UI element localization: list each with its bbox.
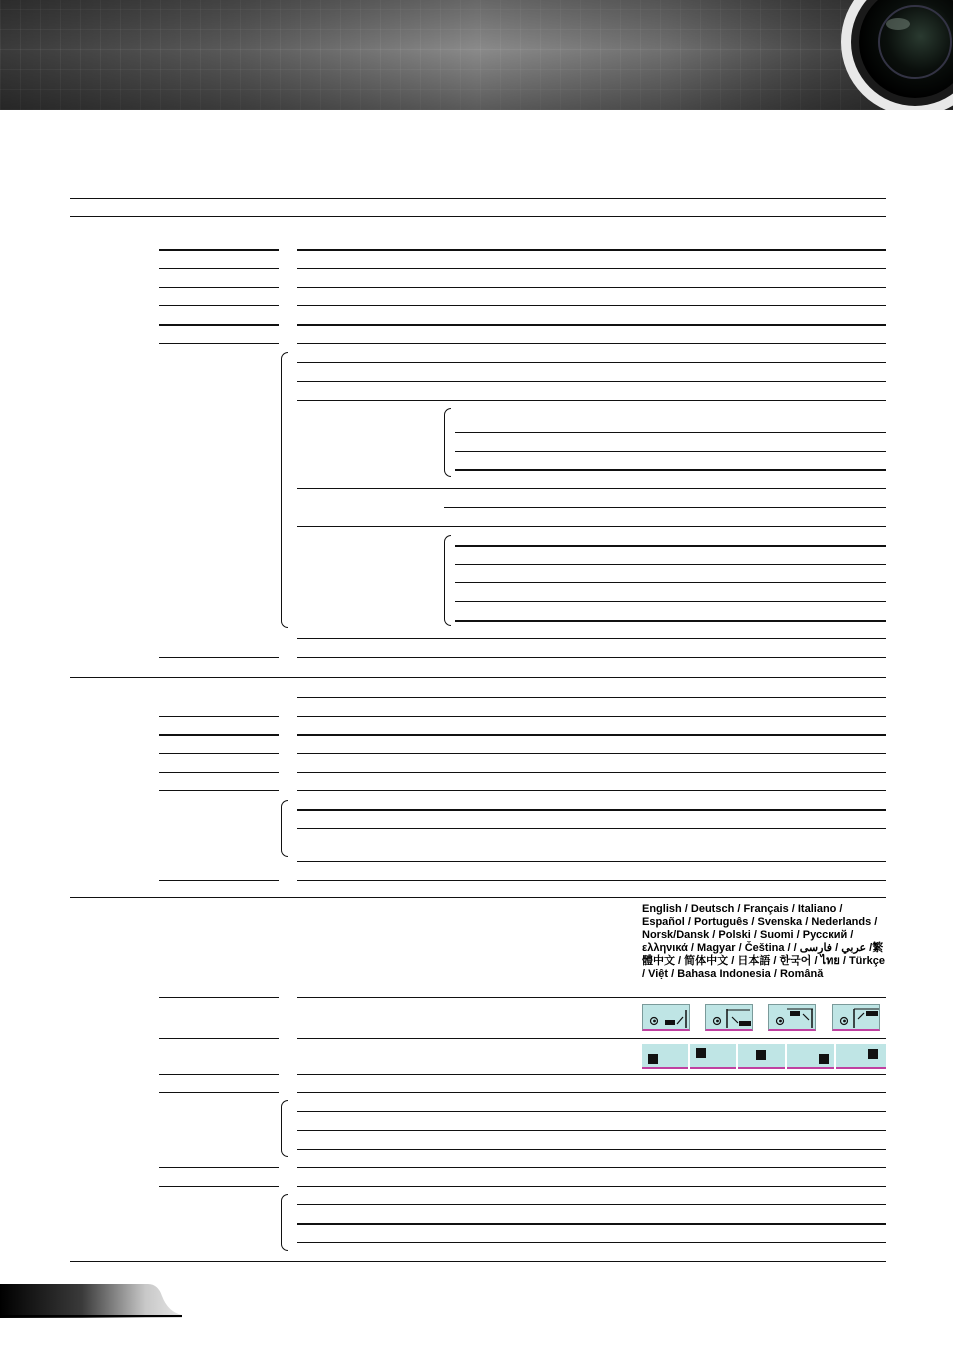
header-banner	[0, 0, 953, 110]
section-rule	[70, 897, 886, 898]
section-rule	[70, 677, 886, 678]
submenu-bracket	[444, 535, 451, 626]
setting-rule	[297, 1186, 886, 1187]
submenu-rule	[159, 287, 279, 288]
setting-rule	[297, 1074, 886, 1075]
setting-rule	[297, 343, 886, 344]
value-rule	[455, 582, 886, 583]
value-rule	[455, 601, 886, 602]
submenu-rule	[159, 997, 279, 998]
submenu-rule	[159, 753, 279, 754]
submenu-rule	[159, 790, 279, 791]
setting-rule	[297, 381, 886, 382]
language-options: English / Deutsch / Français / Italiano / Español / Português / Svenska / Nederlands / Norsk/Dansk / Polski / Suomi / Русский / ελληνικά / Magyar / Čeština / / عربي / فارسی /繁體中文 / 简体中文 / 日本語 / 한국어 / ไทย / Türkçe / Việt / Bahasa Indonesia / Română	[642, 903, 886, 981]
setting-rule	[297, 1092, 886, 1093]
submenu-rule	[159, 716, 279, 717]
value-rule	[455, 620, 886, 622]
banner-shade	[0, 0, 953, 110]
value-rule	[455, 469, 886, 471]
setting-rule	[297, 809, 886, 811]
setting-rule	[297, 697, 886, 698]
submenu-bracket	[281, 1194, 288, 1251]
setting-rule	[297, 880, 886, 881]
setting-rule	[297, 400, 886, 401]
submenu-bracket	[281, 800, 288, 857]
submenu-rule	[159, 880, 279, 881]
value-rule	[455, 545, 886, 547]
submenu-bracket	[444, 408, 451, 477]
submenu-rule	[159, 657, 279, 658]
setting-rule	[297, 716, 886, 717]
section-rule	[70, 1261, 886, 1262]
setting-rule	[297, 324, 886, 326]
submenu-rule	[159, 249, 279, 251]
desktop-front-projection-icon	[642, 1004, 690, 1031]
submenu-rule	[159, 305, 279, 306]
submenu-bracket	[281, 352, 288, 628]
submenu-rule	[159, 268, 279, 269]
setting-rule	[297, 362, 886, 363]
submenu-rule	[159, 1167, 279, 1168]
setting-rule	[297, 1130, 886, 1131]
setting-rule	[297, 753, 886, 754]
ceiling-front-projection-icon	[768, 1004, 816, 1031]
menu-location-top-right-icon	[738, 1044, 785, 1069]
setting-rule	[297, 861, 886, 862]
setting-rule	[297, 997, 886, 998]
value-rule	[455, 432, 886, 433]
projector-lens-icon	[820, 0, 953, 110]
setting-rule	[297, 1204, 886, 1205]
setting-rule	[297, 790, 886, 791]
setting-rule	[297, 305, 886, 306]
setting-rule	[297, 772, 886, 773]
value-rule	[455, 507, 886, 508]
setting-rule	[297, 638, 886, 639]
submenu-rule	[159, 1038, 279, 1039]
setting-rule	[297, 657, 886, 658]
setting-rule	[297, 1223, 886, 1225]
menu-location-center-icon	[642, 1044, 688, 1069]
submenu-bracket	[281, 1100, 288, 1157]
submenu-rule	[159, 343, 279, 344]
value-rule	[444, 507, 455, 508]
setting-rule	[297, 1111, 886, 1112]
setting-rule	[297, 488, 886, 489]
submenu-rule	[159, 772, 279, 773]
footer-page-tab	[0, 1282, 185, 1322]
section-rule	[70, 198, 886, 199]
setting-rule	[297, 526, 886, 527]
setting-rule	[297, 249, 886, 251]
submenu-rule	[159, 734, 279, 736]
setting-rule	[297, 1038, 886, 1039]
setting-rule	[297, 287, 886, 288]
desktop-rear-projection-icon	[705, 1004, 753, 1031]
section-rule	[70, 216, 886, 217]
menu-location-bottom-left-icon	[836, 1044, 886, 1069]
submenu-rule	[159, 1092, 279, 1093]
submenu-rule	[159, 1074, 279, 1075]
ceiling-rear-projection-icon	[832, 1004, 880, 1031]
menu-location-top-left-icon	[690, 1044, 736, 1069]
setting-rule	[297, 1149, 886, 1150]
setting-rule	[297, 828, 886, 829]
setting-rule	[297, 1167, 886, 1168]
setting-rule	[297, 268, 886, 269]
setting-rule	[297, 734, 886, 736]
value-rule	[455, 564, 886, 565]
value-rule	[455, 451, 886, 452]
submenu-rule	[159, 1186, 279, 1187]
setting-rule	[297, 1242, 886, 1243]
menu-location-bottom-right-icon	[787, 1044, 834, 1069]
submenu-rule	[159, 324, 279, 326]
